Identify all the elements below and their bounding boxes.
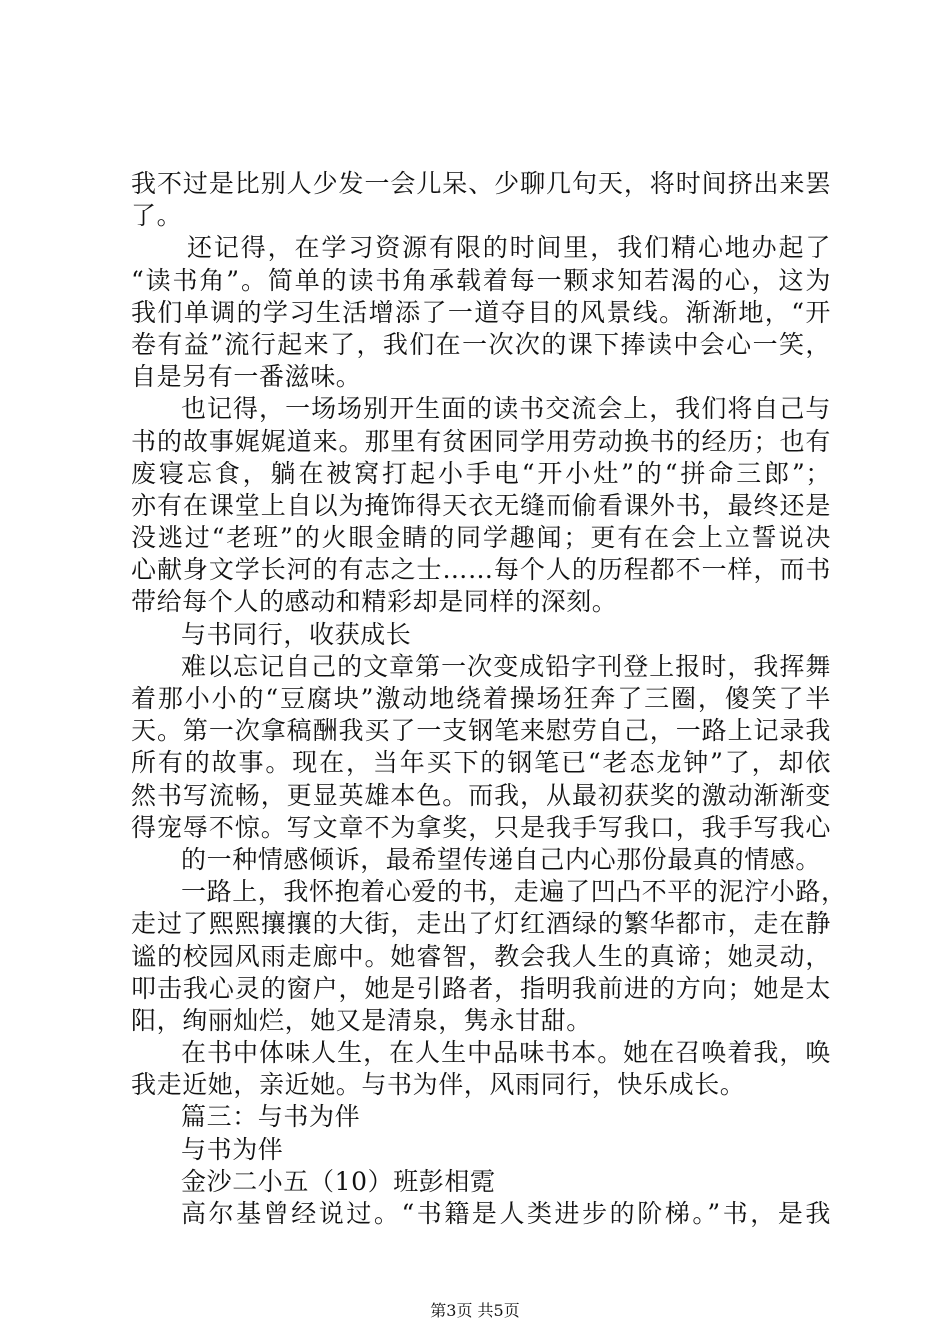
text-line: 叩击我心灵的窗户，她是引路者，指明我前进的方向；她是太 [131,973,831,1003]
text-line: 了。 [131,201,183,231]
text-line: 亦有在课堂上自以为掩饰得天衣无缝而偷看课外书，最终还是 [131,490,831,520]
text-line: 所有的故事。现在，当年买下的钢笔已“老态龙钟”了，却依 [131,748,831,778]
text-line: 自是另有一番滋味。 [131,362,362,392]
text-line: 金沙二小五（10）班彭相霓 [181,1166,496,1196]
text-line: 的一种情感倾诉，最希望传递自己内心那份最真的情感。 [181,844,822,874]
text-line: 没逃过“老班”的火眼金睛的同学趣闻；更有在会上立誓说决 [131,523,831,553]
text-line: 带给每个人的感动和精彩却是同样的深刻。 [131,587,618,617]
text-line: 还记得，在学习资源有限的时间里，我们精心地办起了 [187,233,831,263]
text-line: 与书同行，收获成长 [181,619,412,649]
text-line: 篇三：与书为伴 [181,1102,361,1132]
text-line: 难以忘记自己的文章第一次变成铅字刊登上报时，我挥舞 [181,651,831,681]
text-line: 废寝忘食，躺在被窝打起小手电“开小灶”的“拼命三郎”； [131,458,831,488]
text-line: 心献身文学长河的有志之士……每个人的历程都不一样，而书 [131,555,831,585]
document-body [131,168,847,1230]
text-line: 书的故事娓娓道来。那里有贫困同学用劳动换书的经历；也有 [131,426,831,456]
text-line: 我走近她，亲近她。与书为伴，风雨同行，快乐成长。 [131,1070,746,1100]
text-line: 也记得，一场场别开生面的读书交流会上，我们将自己与 [181,394,831,424]
text-line: 一路上，我怀抱着心爱的书，走遍了凹凸不平的泥泞小路， [181,877,847,907]
page-footer: 第3页 共5页 [430,1301,520,1320]
text-line: 高尔基曾经说过。“书籍是人类进步的阶梯。”书，是我 [181,1199,831,1228]
text-line: 卷有益”流行起来了，我们在一次次的课下捧读中会心一笑， [131,329,831,359]
text-line: 我不过是比别人少发一会儿呆、少聊几句天，将时间挤出来罢 [131,169,831,198]
text-line: 阳，绚丽灿烂，她又是清泉，隽永甘甜。 [131,1005,592,1035]
text-line: 然书写流畅，更显英雄本色。而我，从最初获奖的激动渐渐变 [131,780,831,810]
text-line: 得宠辱不惊。写文章不为拿奖，只是我手写我口，我手写我心 [131,812,831,842]
text-line: “读书角”。简单的读书角承载着每一颗求知若渴的心，这为 [131,265,831,295]
text-line: 天。第一次拿稿酬我买了一支钢笔来慰劳自己，一路上记录我 [131,716,831,746]
text-line: 我们单调的学习生活增添了一道夺目的风景线。渐渐地，“开 [131,297,831,327]
text-line: 谧的校园风雨走廊中。她睿智，教会我人生的真谛；她灵动， [131,941,831,971]
text-line: 与书为伴 [181,1134,284,1164]
text-line: 在书中体味人生，在人生中品味书本。她在召唤着我，唤 [181,1038,831,1068]
text-line: 着那小小的“豆腐块”激动地绕着操场狂奔了三圈，傻笑了半 [131,684,831,713]
text-line: 走过了熙熙攘攘的大街，走出了灯红酒绿的繁华都市，走在静 [131,909,831,939]
